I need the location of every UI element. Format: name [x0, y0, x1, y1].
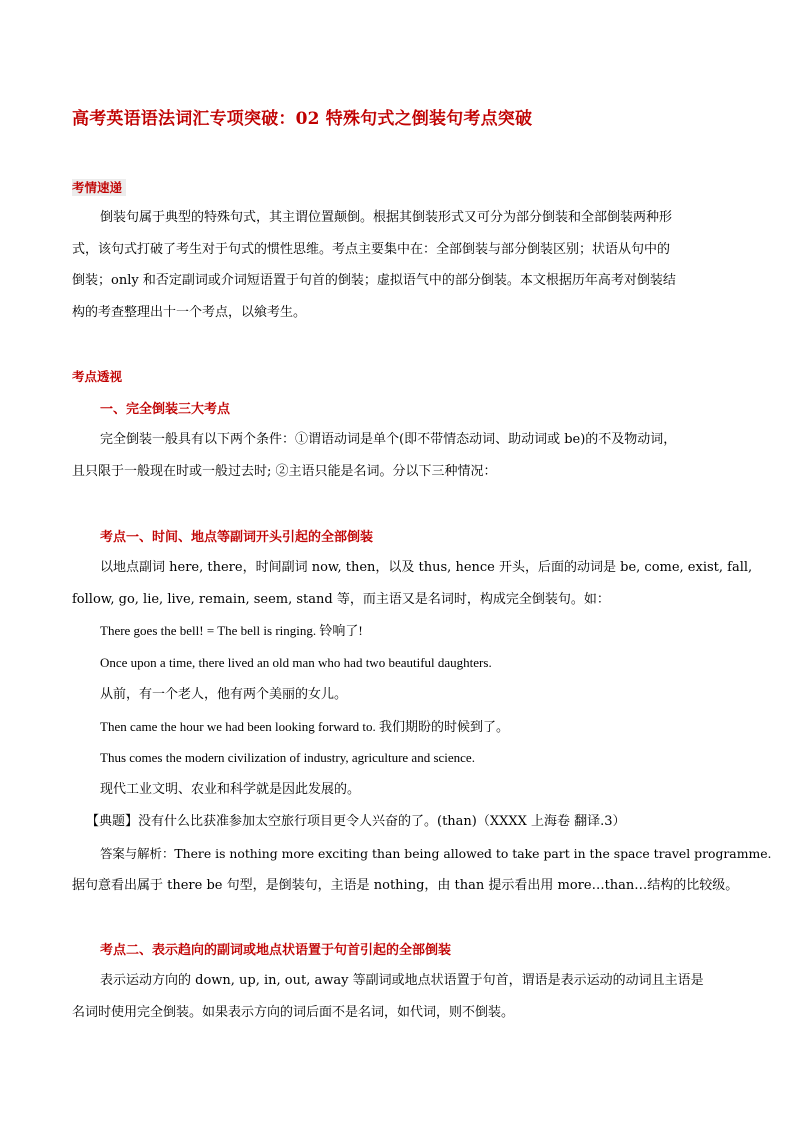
example-6: 现代工业文明、农业和科学就是因此发展的。 [100, 782, 361, 797]
point2-line-1: 表示运动方向的 down, up, in, out, away 等副词或地点状语置于句首，谓语是表示运动的动词且主语是 [100, 973, 704, 988]
intro-line-1: 倒装句属于典型的特殊句式，其主谓位置颠倒。根据其倒装形式又可分为部分倒装和全部倒装两种形 [100, 210, 673, 225]
intro-line-3: 倒装；only 和否定副词或介词短语置于句首的倒装；虚拟语气中的部分倒装。本文根据历年高考对倒装结 [72, 273, 676, 288]
section-toushi: 考点透视 [72, 369, 123, 384]
example-1: There goes the bell! = The bell is ringing. 铃响了! [100, 623, 363, 638]
point2-heading: 考点二、表示趋向的副词或地点状语置于句首引起的全部倒装 [100, 943, 452, 958]
example-3: 从前，有一个老人，他有两个美丽的女儿。 [100, 687, 348, 702]
answer-line-1: 答案与解析：There is nothing more exciting than being allowed to take part in the space travel programme. [100, 846, 772, 861]
page-title: 高考英语语法词汇专项突破：02 特殊句式之倒装句考点突破 [72, 109, 533, 129]
section-kaoqing-label: 考情速递 [72, 179, 126, 196]
part1-heading: 一、完全倒装三大考点 [100, 402, 231, 417]
part1-line-1: 完全倒装一般具有以下两个条件：①谓语动词是单个(即不带情态动词、助动词或 be)的不及物动词， [100, 432, 677, 447]
part1-line-2: 且只限于一般现在时或一般过去时; ②主语只能是名词。分以下三种情况： [72, 464, 497, 479]
point1-line-1: 以地点副词 here, there，时间副词 now, then，以及 thus, hence 开头，后面的动词是 be, come, exist, fall, [100, 560, 753, 575]
intro-line-4: 构的考查整理出十一个考点，以飨考生。 [72, 305, 307, 320]
answer-line-2: 据句意看出属于 there be 句型，是倒装句，主语是 nothing，由 than 提示看出用 more…than…结构的比较级。 [72, 878, 739, 893]
example-4: Then came the hour we had been looking forward to. 我们期盼的时候到了。 [100, 719, 510, 734]
point1-line-2: follow, go, lie, live, remain, seem, stand 等，而主语又是名词时，构成完全倒装句。如： [72, 592, 610, 607]
example-2: Once upon a time, there lived an old man who had two beautiful daughters. [100, 655, 492, 670]
point1-heading: 考点一、时间、地点等副词开头引起的全部倒装 [100, 530, 374, 545]
point2-line-2: 名词时使用完全倒装。如果表示方向的词后面不是名词，如代词，则不倒装。 [72, 1005, 515, 1020]
dianti-line: 【典题】没有什么比获准参加太空旅行项目更令人兴奋的了。(than)（XXXX 上海卷 翻译.3） [86, 814, 626, 829]
section-kaoqing [72, 178, 126, 196]
example-5: Thus comes the modern civilization of industry, agriculture and science. [100, 750, 475, 765]
intro-line-2: 式，该句式打破了考生对于句式的惯性思维。考点主要集中在：全部倒装与部分倒装区别；状语从句中的 [72, 242, 671, 257]
